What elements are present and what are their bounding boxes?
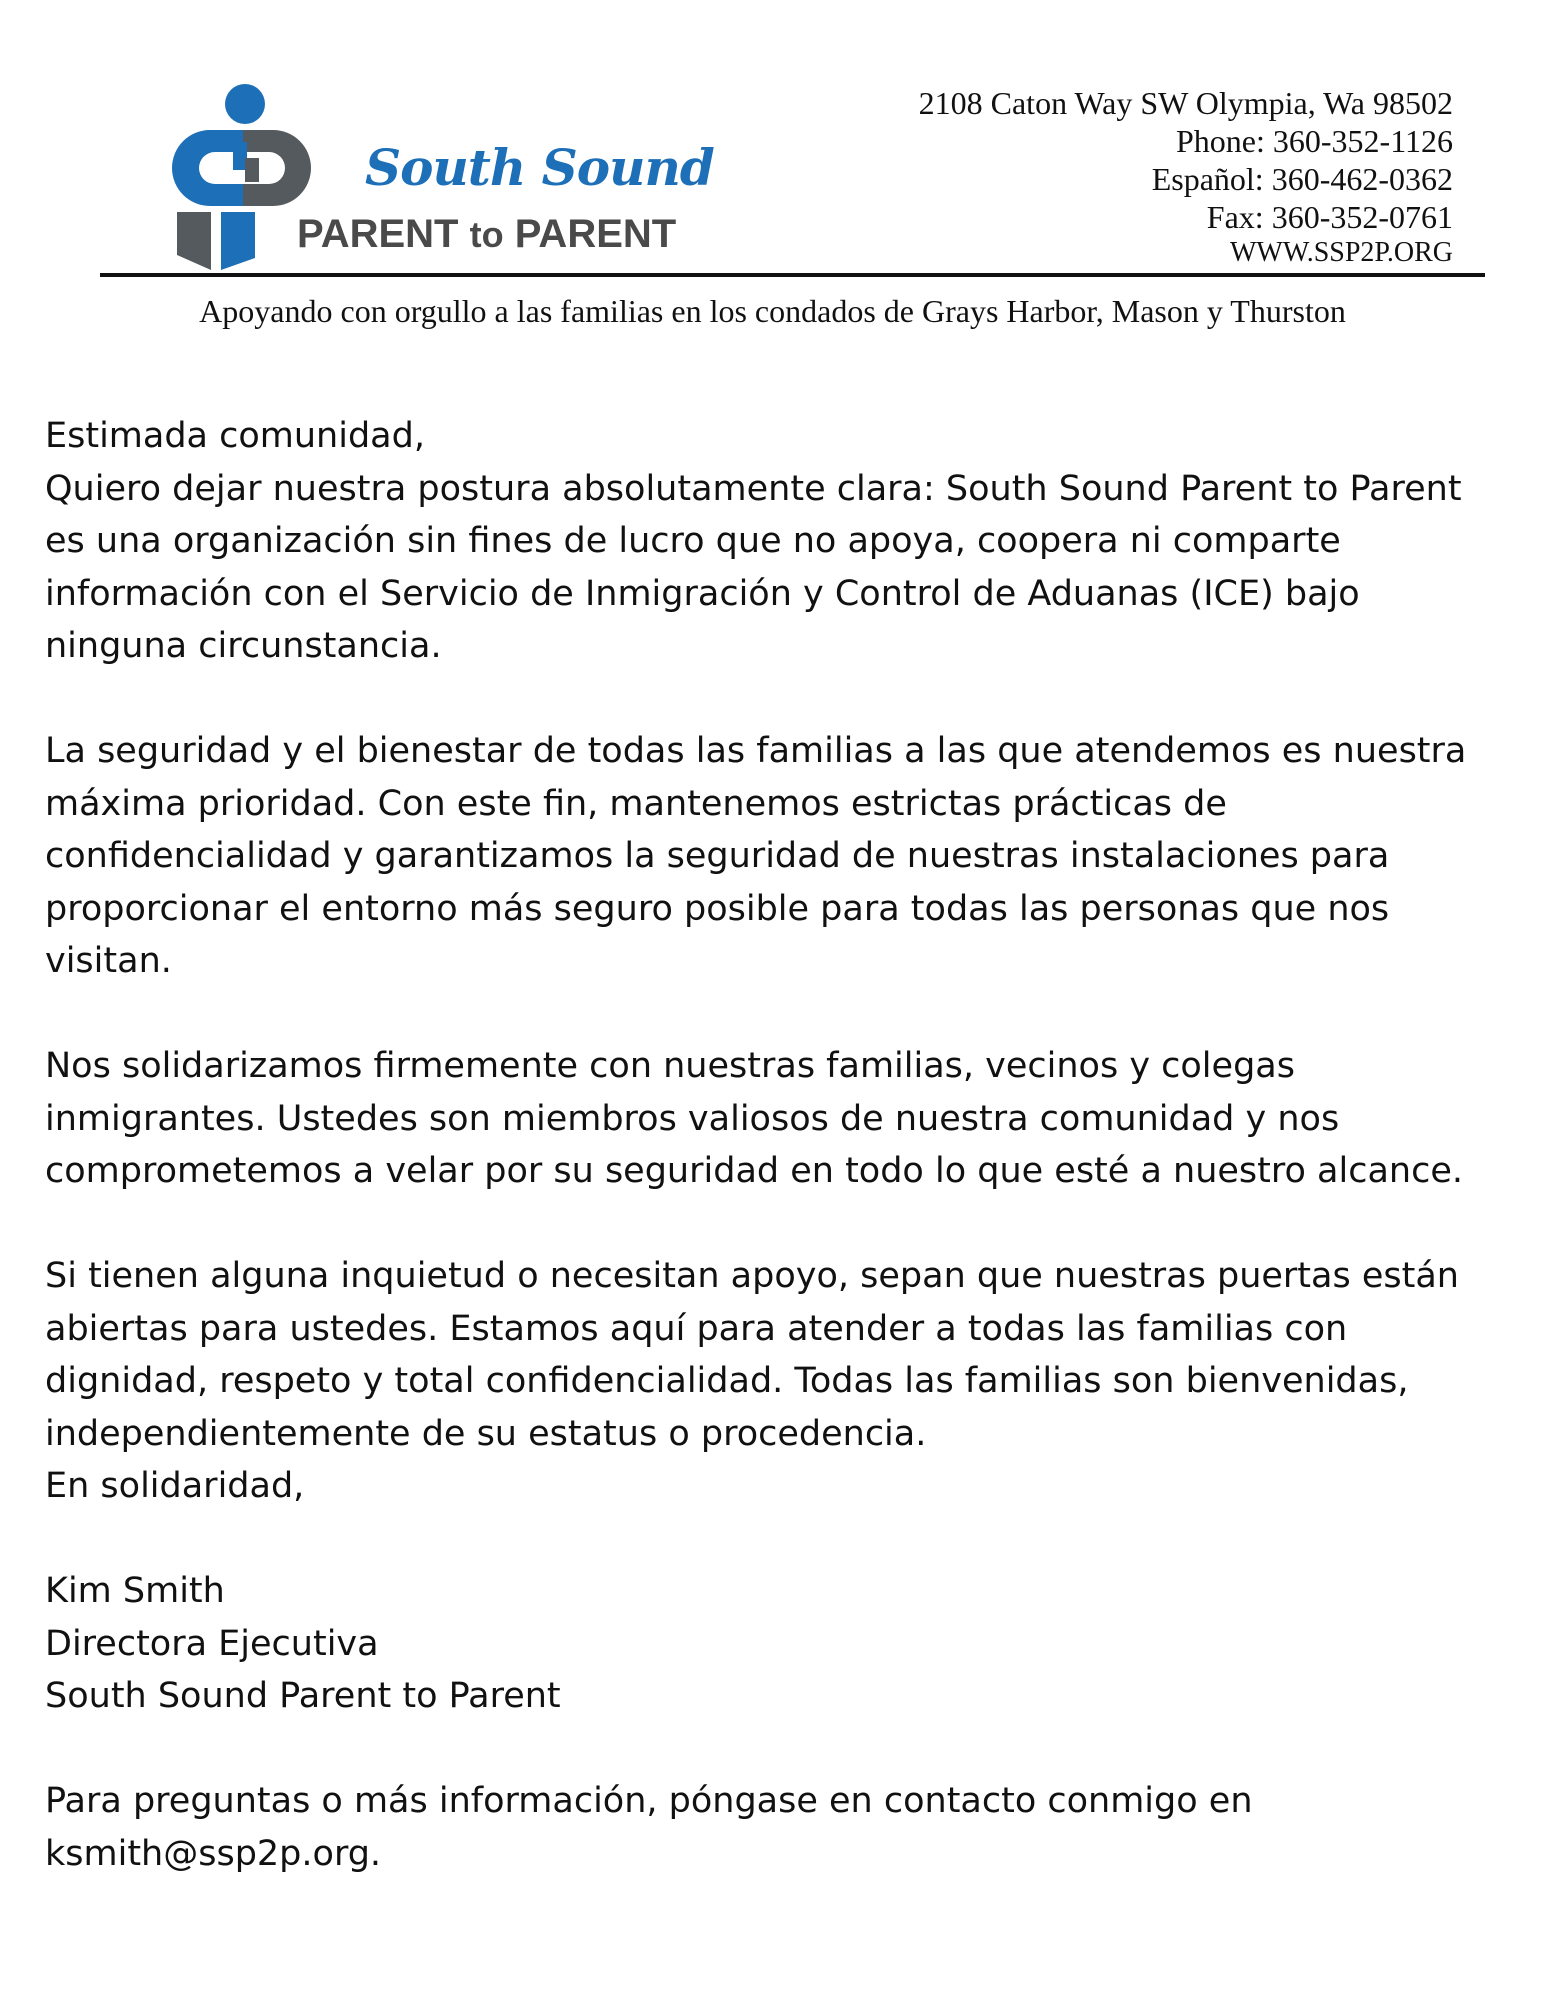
signature-name: Kim Smith [45, 1571, 225, 1611]
tagline: Apoyando con orgullo a las familias en los condados de Grays Harbor, Mason y Thurston [199, 293, 1346, 329]
header-divider [100, 273, 1485, 277]
address: 2108 Caton Way SW Olympia, Wa 98502 [918, 85, 1453, 121]
logo-parent-to-parent-text [297, 212, 676, 257]
closing: En solidaridad, [45, 1466, 305, 1506]
spanish-phone: Español: 360-462-0362 [1151, 161, 1453, 197]
paragraph-4: Si tienen alguna inquietud o necesitan apoyo, sepan que nuestras puertas están abiertas para ustedes. Estamos aquí para atender a todas las familias con dignidad, respeto y total confidencialidad. Todas las familias son bienvenidas, independientemente de su estatus o procedencia. [45, 1256, 1459, 1454]
logo-word-to: to [469, 214, 504, 255]
contact-line: Para preguntas o más información, póngase en contacto conmigo en ksmith@ssp2p.org. [45, 1781, 1253, 1874]
logo-south-sound-text: South Sound [365, 138, 714, 197]
logo-word-parent-1: PARENT [297, 212, 459, 256]
signature-org: South Sound Parent to Parent [45, 1676, 561, 1716]
fax: Fax: 360-352-0761 [1206, 199, 1453, 235]
contact-block [919, 84, 1453, 270]
org-logo [165, 80, 725, 270]
salutation: Estimada comunidad, [45, 416, 425, 456]
paragraph-1: Quiero dejar nuestra postura absolutamente clara: South Sound Parent to Parent es una organización sin fines de lucro que no apoya, coopera ni comparte información con el Servicio de Inmigración y Control de Aduanas (ICE) bajo ninguna circunstancia. [45, 468, 1462, 666]
logo-word-parent-2: PARENT [514, 212, 677, 256]
paragraph-3: Nos solidarizamos firmemente con nuestras familias, vecinos y colegas inmigrantes. Ustedes son miembros valiosos de nuestra comunidad y nos comprometemos a velar por su seguridad en todo lo que esté a nuestro alcance. [45, 1046, 1463, 1191]
signature-title: Directora Ejecutiva [45, 1623, 379, 1664]
letter-body [45, 410, 1505, 1880]
paragraph-2: La seguridad y el bienestar de todas las familias a las que atendemos es nuestra máxima prioridad. Con este fin, mantenemos estrictas prácticas de confidencialidad y garantizamos la seguridad de nuestras instalaciones para proporcionar el entorno más seguro posible para todas las personas que nos visitan. [45, 731, 1467, 981]
phone: Phone: 360-352-1126 [1175, 123, 1453, 159]
website: WWW.SSP2P.ORG [1229, 237, 1453, 268]
